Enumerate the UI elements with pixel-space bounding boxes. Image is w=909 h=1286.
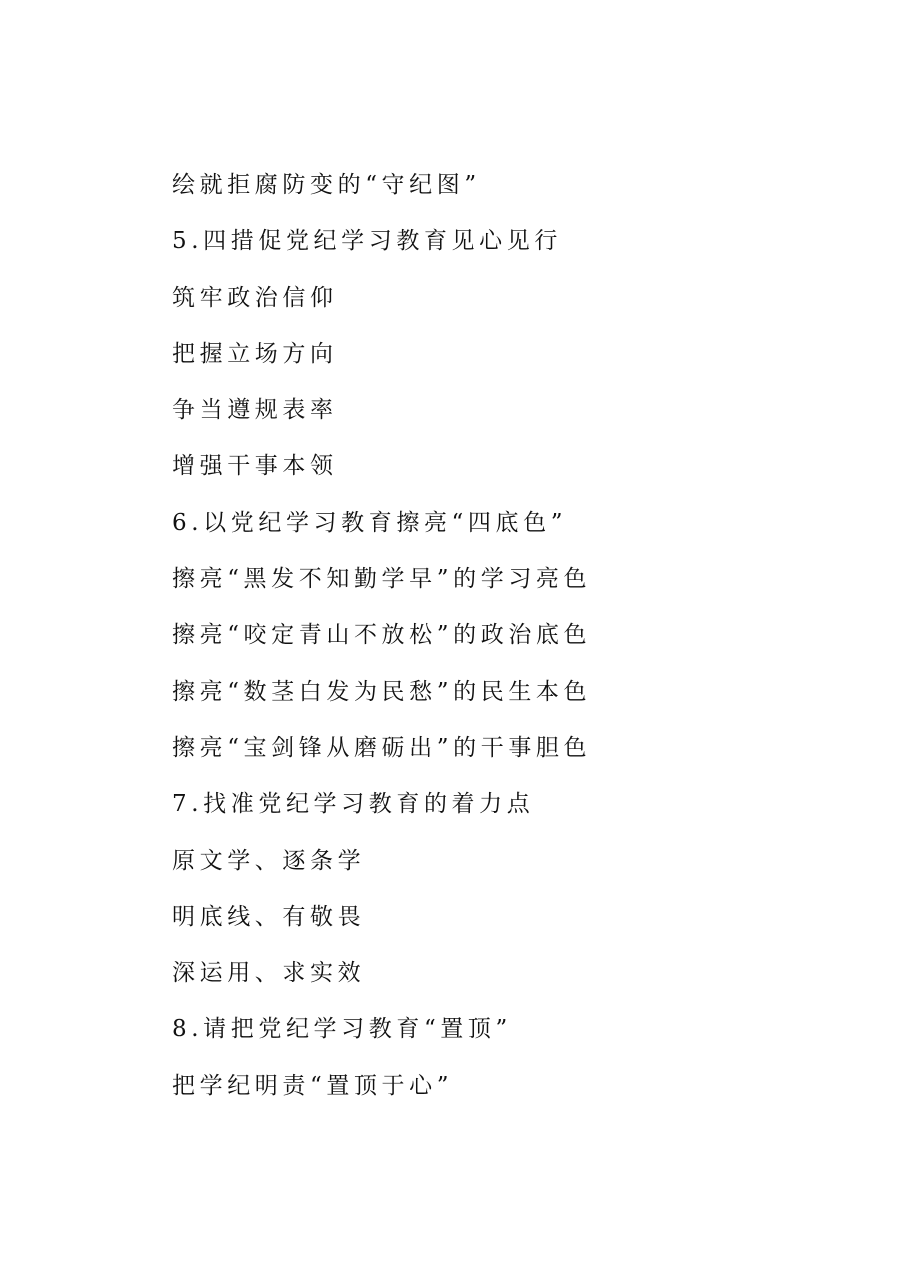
- text-line: 擦亮“数茎白发为民愁”的民生本色: [172, 678, 592, 705]
- text-line: 绘就拒腐防变的“守纪图”: [172, 172, 481, 198]
- text-line: 筑牢政治信仰: [172, 284, 338, 311]
- section-heading-5: 5.四措促党纪学习教育见心见行: [172, 228, 562, 255]
- text-line: 增强干事本领: [172, 453, 338, 480]
- text-line: 把学纪明责“置顶于心”: [172, 1072, 454, 1099]
- text-line: 原文学、逐条学: [172, 847, 366, 874]
- section-heading-7: 7.找准党纪学习教育的着力点: [172, 791, 535, 818]
- text-line: 擦亮“咬定青山不放松”的政治底色: [172, 622, 592, 649]
- text-line: 争当遵规表率: [172, 397, 338, 424]
- text-line: 明底线、有敬畏: [172, 903, 366, 930]
- text-line: 深运用、求实效: [172, 960, 366, 987]
- text-line: 擦亮“黑发不知勤学早”的学习亮色: [172, 566, 592, 593]
- text-line: 擦亮“宝剑锋从磨砺出”的干事胆色: [172, 734, 592, 761]
- section-heading-6: 6.以党纪学习教育擦亮“四底色”: [172, 509, 568, 536]
- text-line: 把握立场方向: [172, 340, 338, 367]
- document-body: [172, 165, 872, 1122]
- section-heading-8: 8.请把党纪学习教育“置顶”: [172, 1016, 512, 1043]
